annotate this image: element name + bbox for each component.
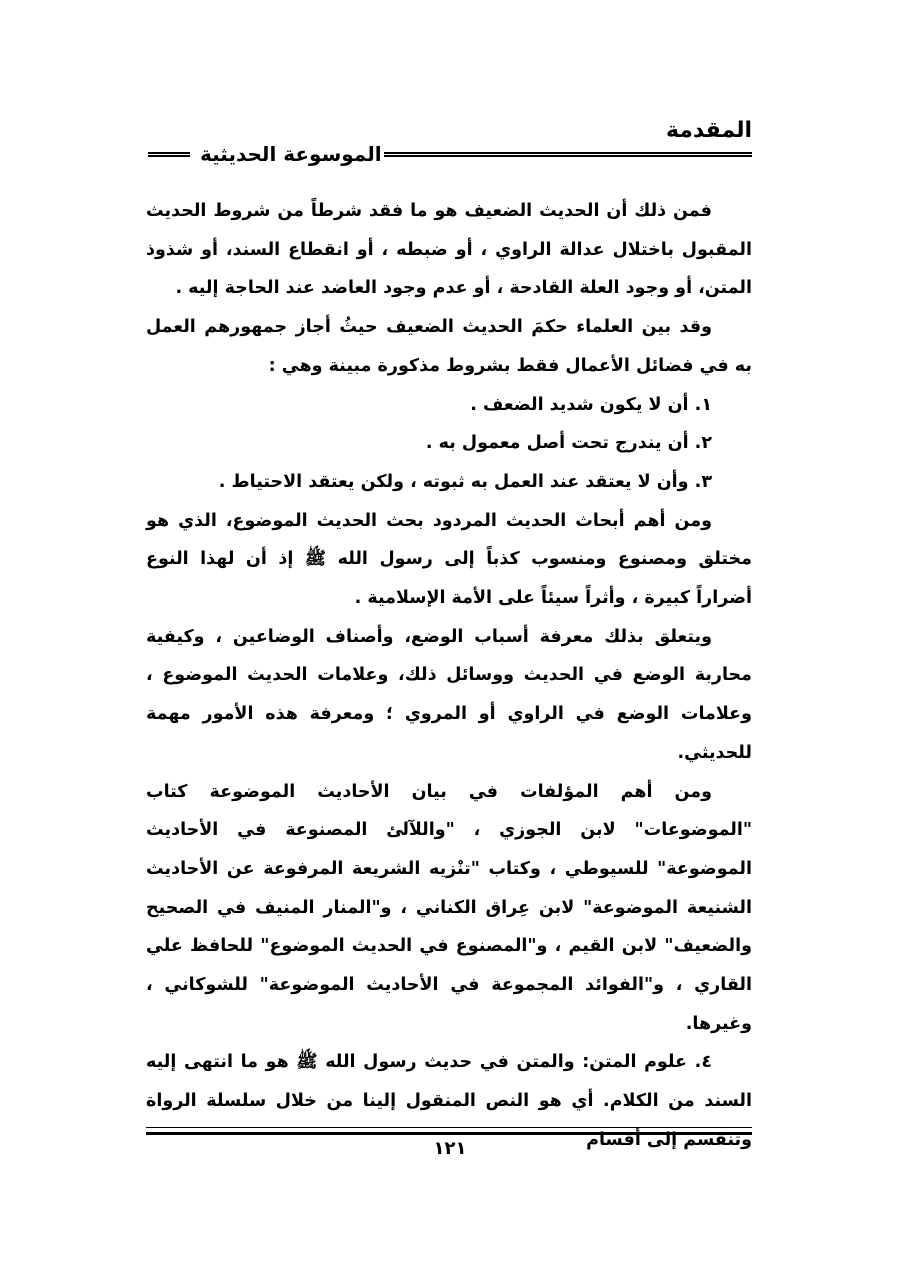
footer-divider-thin	[146, 1127, 752, 1128]
page-header	[148, 118, 752, 168]
list-item: ٢. أن يندرج تحت أصل معمول به .	[425, 433, 712, 454]
page-number: ١٢١	[433, 1138, 467, 1159]
paragraph: ومن أهم أبحاث الحديث المردود بحث الحديث الموضوع، الذي هو مختلق ومصنوع ومنسوب كذباً إلى رسول الله ﷺ إذ أن لهذا النوع أضراراً كبيرة ، وأثراً سيئاً على الأمة الإسلامية .	[146, 510, 752, 609]
paragraph: ويتعلق بذلك معرفة أسباب الوضع، وأصناف الوضاعين ، وكيفية محاربة الوضع في الحديث ووسائل ذلك، وعلامات الحديث الموضوع ، وعلامات الوضع في الراوي أو المروي ؛ ومعرفة هذه الأمور مهمة للحديثي.	[146, 626, 752, 763]
paragraph: ٤. علوم المتن: والمتن في حديث رسول الله ﷺ هو ما انتهى إليه السند من الكلام. أي هو النص المنقول إلينا من خلال سلسلة الرواة وتنقسم إلى أقسام	[146, 1052, 752, 1150]
header-divider-long	[384, 152, 752, 157]
section-title: المقدمة	[665, 118, 752, 143]
header-divider-short	[148, 152, 190, 157]
list-item: ١. أن لا يكون شديد الضعف .	[470, 394, 712, 415]
book-title: الموسوعة الحديثية	[200, 142, 382, 166]
page-body	[146, 192, 752, 1160]
footer-divider-thick	[146, 1132, 752, 1135]
paragraph: وقد بين العلماء حكمَ الحديث الضعيف حيثُ أجاز جمهورهم العمل به في فضائل الأعمال فقط بشروط مذكورة مبينة وهي :	[146, 317, 752, 376]
paragraph: فمن ذلك أن الحديث الضعيف هو ما فقد شرطاً من شروط الحديث المقبول باختلال عدالة الراوي ، أو ضبطه ، أو انقطاع السند، أو شذوذ المتن، أو وجود العلة القادحة ، أو عدم وجود العاضد عند الحاجة إليه .	[146, 201, 752, 299]
list-item: ٣. وأن لا يعتقد عند العمل به ثبوته ، ولكن يعتقد الاحتياط .	[218, 471, 712, 492]
paragraph: ومن أهم المؤلفات في بيان الأحاديث الموضوعة كتاب "الموضوعات" لابن الجوزي ، "واللآلئ المصنوعة في الأحاديث الموضوعة" للسيوطي ، وكتاب "تنْزيه الشريعة المرفوعة عن الأحاديث الشنيعة الموضوعة" لابن عِراق الكناني ، و"المنار المنيف في الصحيح والضعيف" لابن القيم ، و"المصنوع في الحديث الموضوع" للحافظ علي القاري ، و"الفوائد المجموعة في الأحاديث الموضوعة" للشوكاني ، وغيرها.	[146, 781, 752, 1034]
